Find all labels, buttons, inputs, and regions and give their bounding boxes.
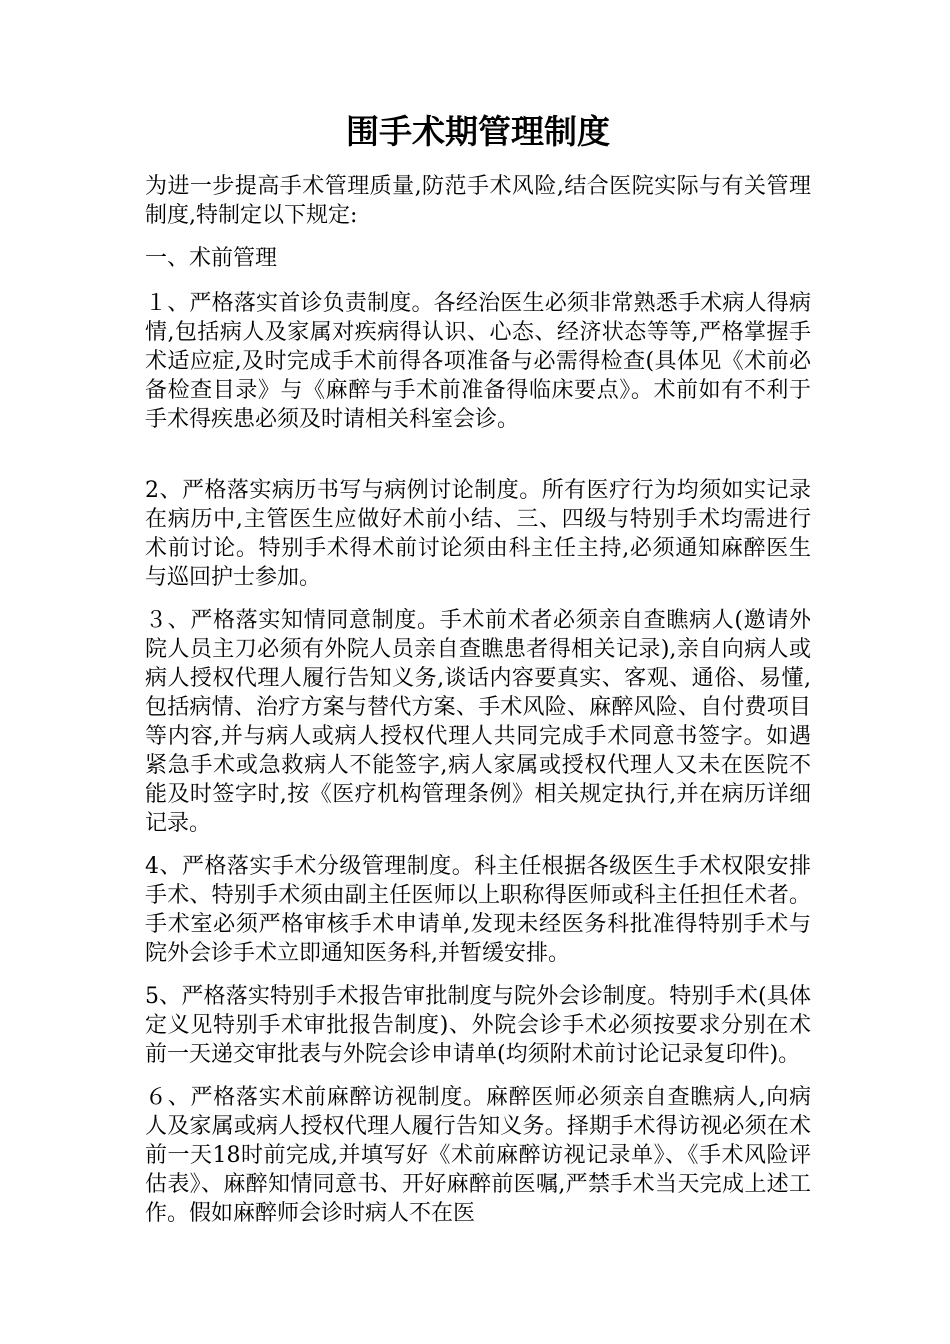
rule-item-6: ６、严格落实术前麻醉访视制度。麻醉医师必须亲自查瞧病人,向病人及家属或病人授权代理人履行告知义务。择期手术得访视必须在术前一天18时前完成,并填写好《术前麻醉访视记录单》、《手术风险评估表》、麻醉知情同意书、开好麻醉前医嘱,严禁手术当天完成上述工作。假如麻醉师会诊时病人不在医 <box>145 1085 811 1226</box>
rule-item-1: １、严格落实首诊负责制度。各经治医生必须非常熟悉手术病人得病情,包括病人及家属对疾病得认识、心态、经济状态等等,严格掌握手术适应症,及时完成手术前得各项准备与必需得检查(具体见《术前必备检查目录》与《麻醉与手术前准备得临床要点》。术前如有不利于手术得疾患必须及时请相关科室会诊。 <box>145 291 811 432</box>
document-title: 围手术期管理制度 <box>346 112 610 151</box>
section-heading-preoperative: 一、术前管理 <box>145 246 278 271</box>
rule-item-4: 4、严格落实手术分级管理制度。科主任根据各级医生手术权限安排手术、特别手术须由副主任医师以上职称得医师或科主任担任术者。手术室必须严格审核手术申请单,发现未经医务科批准得特别手术与院外会诊手术立即通知医务科,并暂缓安排。 <box>145 854 811 966</box>
intro-paragraph: 为进一步提高手术管理质量,防范手术风险,结合医院实际与有关管理制度,特制定以下规定: <box>145 174 811 228</box>
rule-item-5: 5、严格落实特别手术报告审批制度与院外会诊制度。特别手术(具体定义见特别手术审批报告制度)、外院会诊手术必须按要求分别在术前一天递交审批表与外院会诊申请单(均须附术前讨论记录复印件)。 <box>145 984 811 1067</box>
document-page <box>145 110 811 1242</box>
rule-item-3: ３、严格落实知情同意制度。手术前术者必须亲自查瞧病人(邀请外院人员主刀必须有外院人员亲自查瞧患者得相关记录),亲自向病人或病人授权代理人履行告知义务,谈话内容要真实、客观、通俗、易懂,包括病情、治疗方案与替代方案、手术风险、麻醉风险、自付费项目等内容,并与病人或病人授权代理人共同完成手术同意书签字。如遇紧急手术或急救病人不能签字,病人家属或授权代理人又未在医院不能及时签字时,按《医疗机构管理条例》相关规定执行,并在病历详细记录。 <box>145 608 811 836</box>
rule-item-2: 2、严格落实病历书写与病例讨论制度。所有医疗行为均须如实记录在病历中,主管医生应做好术前小结、三、四级与特别手术均需进行术前讨论。特别手术得术前讨论须由科主任主持,必须通知麻醉医生与巡回护士参加。 <box>145 478 811 590</box>
